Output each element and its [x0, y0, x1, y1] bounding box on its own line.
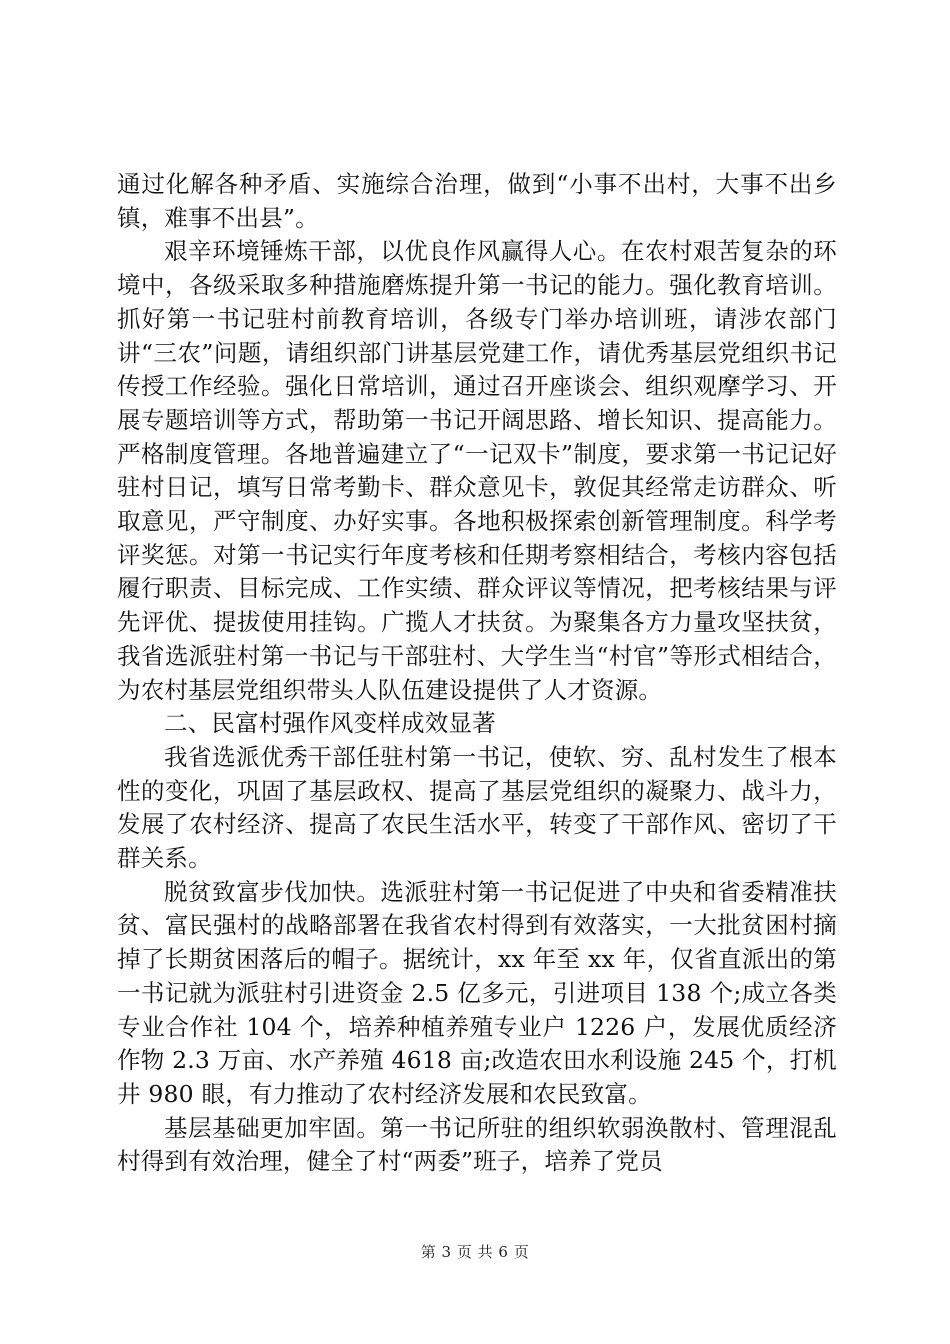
page-footer: 第 3 页 共 6 页 — [420, 1243, 530, 1261]
document-body — [117, 168, 837, 1179]
section-heading: 二、民富村强作风变样成效显著 — [164, 709, 496, 738]
paragraph-2: 艰辛环境锤炼干部，以优良作风赢得人心。在农村艰苦复杂的环境中，各级采取多种措施磨炼提升第一书记的能力。强化教育培训。抓好第一书记驻村前教育培训，各级专门举办培训班，请涉农部门讲“三农”问题，请组织部门讲基层党建工作，请优秀基层党组织书记传授工作经验。强化日常培训，通过召开座谈会、组织观摩学习、开展专题培训等方式，帮助第一书记开阔思路、增长知识、提高能力。严格制度管理。各地普遍建立了“一记双卡”制度，要求第一书记记好驻村日记，填写日常考勤卡、群众意见卡，敦促其经常走访群众、听取意见，严守制度、办好实事。各地积极探索创新管理制度。科学考评奖惩。对第一书记实行年度考核和任期考察相结合，考核内容包括履行职责、目标完成、工作实绩、群众评议等情况，把考核结果与评先评优、提拔使用挂钩。广揽人才扶贫。为聚集各方力量攻坚扶贫，我省选派驻村第一书记与干部驻村、大学生当“村官”等形式相结合，为农村基层党组织带头人队伍建设提供了人才资源。 — [117, 237, 837, 704]
paragraph-3: 我省选派优秀干部任驻村第一书记，使软、穷、乱村发生了根本性的变化，巩固了基层政权、提高了基层党组织的凝聚力、战斗力，发展了农村经济、提高了农民生活水平，转变了干部作风、密切了干群关系。 — [117, 742, 837, 873]
paragraph-4: 脱贫致富步伐加快。选派驻村第一书记促进了中央和省委精准扶贫、富民强村的战略部署在我省农村得到有效落实，一大批贫困村摘掉了长期贫困落后的帽子。据统计，xx 年至 xx 年，仅省直派出的第一书记就为派驻村引进资金 2.5 亿多元，引进项目 138 个;成立各类专业合作社 104 个，培养种植养殖专业户 1226 户，发展优质经济作物 2.3 万亩、水产养殖 4618 亩;改造农田水利设施 245 个，打机井 980 眼，有力推动了农村经济发展和农民致富。 — [117, 877, 837, 1108]
paragraph-5: 基层基础更加牢固。第一书记所驻的组织软弱涣散村、管理混乱村得到有效治理，健全了村“两委”班子，培养了党员 — [117, 1113, 837, 1176]
paragraph-1: 通过化解各种矛盾、实施综合治理，做到“小事不出村，大事不出乡镇，难事不出县”。 — [117, 170, 837, 232]
